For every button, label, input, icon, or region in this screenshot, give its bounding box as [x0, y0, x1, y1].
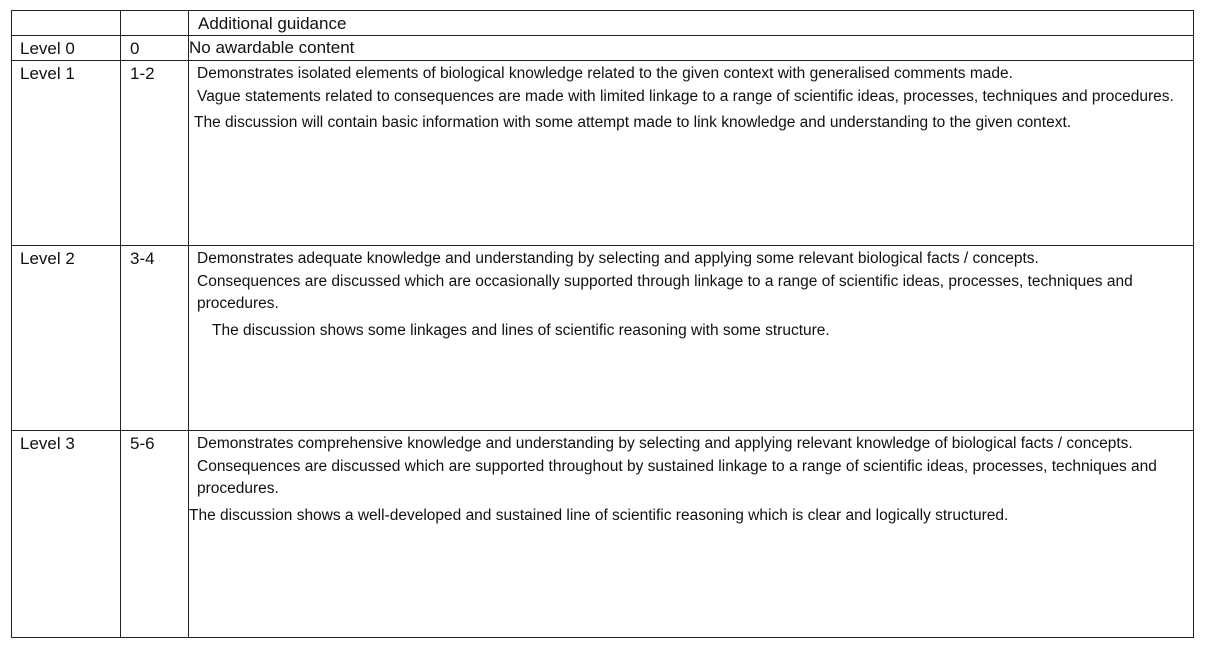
marks-value: 3-4 — [130, 249, 155, 268]
level-row-0 — [12, 36, 1194, 61]
marks-value: 0 — [130, 39, 140, 58]
level-cell — [12, 61, 121, 246]
descriptor-block — [189, 61, 1193, 135]
no-awardable-content-text: No awardable content — [189, 38, 355, 57]
marks-cell — [121, 61, 189, 246]
descriptor-cell — [189, 431, 1194, 638]
marks-value: 5-6 — [130, 434, 155, 453]
descriptor-cell — [189, 246, 1194, 431]
levels-mark-scheme-table — [11, 10, 1194, 638]
descriptor-summary: The discussion shows some linkages and lines of scientific reasoning with some structure. — [212, 321, 830, 339]
marks-cell — [121, 431, 189, 638]
level-row-2 — [12, 246, 1194, 431]
descriptor-consequences: Consequences are discussed which are occasionally supported through linkage to a range of scientific ideas, processes, techniques and procedures. — [197, 272, 1133, 312]
descriptor-cell — [189, 61, 1194, 246]
level-row-1 — [12, 61, 1194, 246]
descriptor-summary: The discussion will contain basic information with some attempt made to link knowledge and understanding to the given context. — [194, 114, 1072, 131]
header-cell-guidance — [189, 11, 1194, 36]
header-cell-marks — [121, 11, 189, 36]
level-label: Level 1 — [20, 64, 75, 83]
level-row-3 — [12, 431, 1194, 638]
marks-cell — [121, 246, 189, 431]
level-cell — [12, 431, 121, 638]
descriptor-cell — [189, 36, 1194, 61]
level-label: Level 3 — [20, 434, 75, 453]
descriptor-block — [189, 246, 1193, 342]
marks-value: 1-2 — [130, 64, 155, 83]
marks-cell — [121, 36, 189, 61]
descriptor-knowledge: Demonstrates isolated elements of biological knowledge related to the given context with generalised comments made. — [197, 65, 1013, 82]
descriptor-block — [189, 431, 1193, 527]
descriptor-knowledge: Demonstrates adequate knowledge and understanding by selecting and applying some relevant biological facts / concepts. — [197, 250, 1039, 267]
header-row — [12, 11, 1194, 36]
level-label: Level 2 — [20, 249, 75, 268]
descriptor-knowledge: Demonstrates comprehensive knowledge and understanding by selecting and applying relevant knowledge of biological facts / concepts. — [197, 435, 1133, 452]
header-level-label — [12, 11, 120, 13]
header-guidance-label: Additional guidance — [198, 14, 347, 33]
descriptor-consequences: Consequences are discussed which are supported throughout by sustained linkage to a range of scientific ideas, processes, techniques and procedures. — [197, 457, 1157, 497]
header-cell-level — [12, 11, 121, 36]
descriptor-consequences: Vague statements related to consequences are made with limited linkage to a range of scientific ideas, processes, techniques and procedures. — [197, 87, 1174, 105]
level-label: Level 0 — [20, 39, 75, 58]
level-cell — [12, 246, 121, 431]
descriptor-summary: The discussion shows a well-developed and sustained line of scientific reasoning which is clear and logically structured. — [189, 506, 1009, 524]
level-cell — [12, 36, 121, 61]
header-marks-label — [121, 11, 188, 13]
